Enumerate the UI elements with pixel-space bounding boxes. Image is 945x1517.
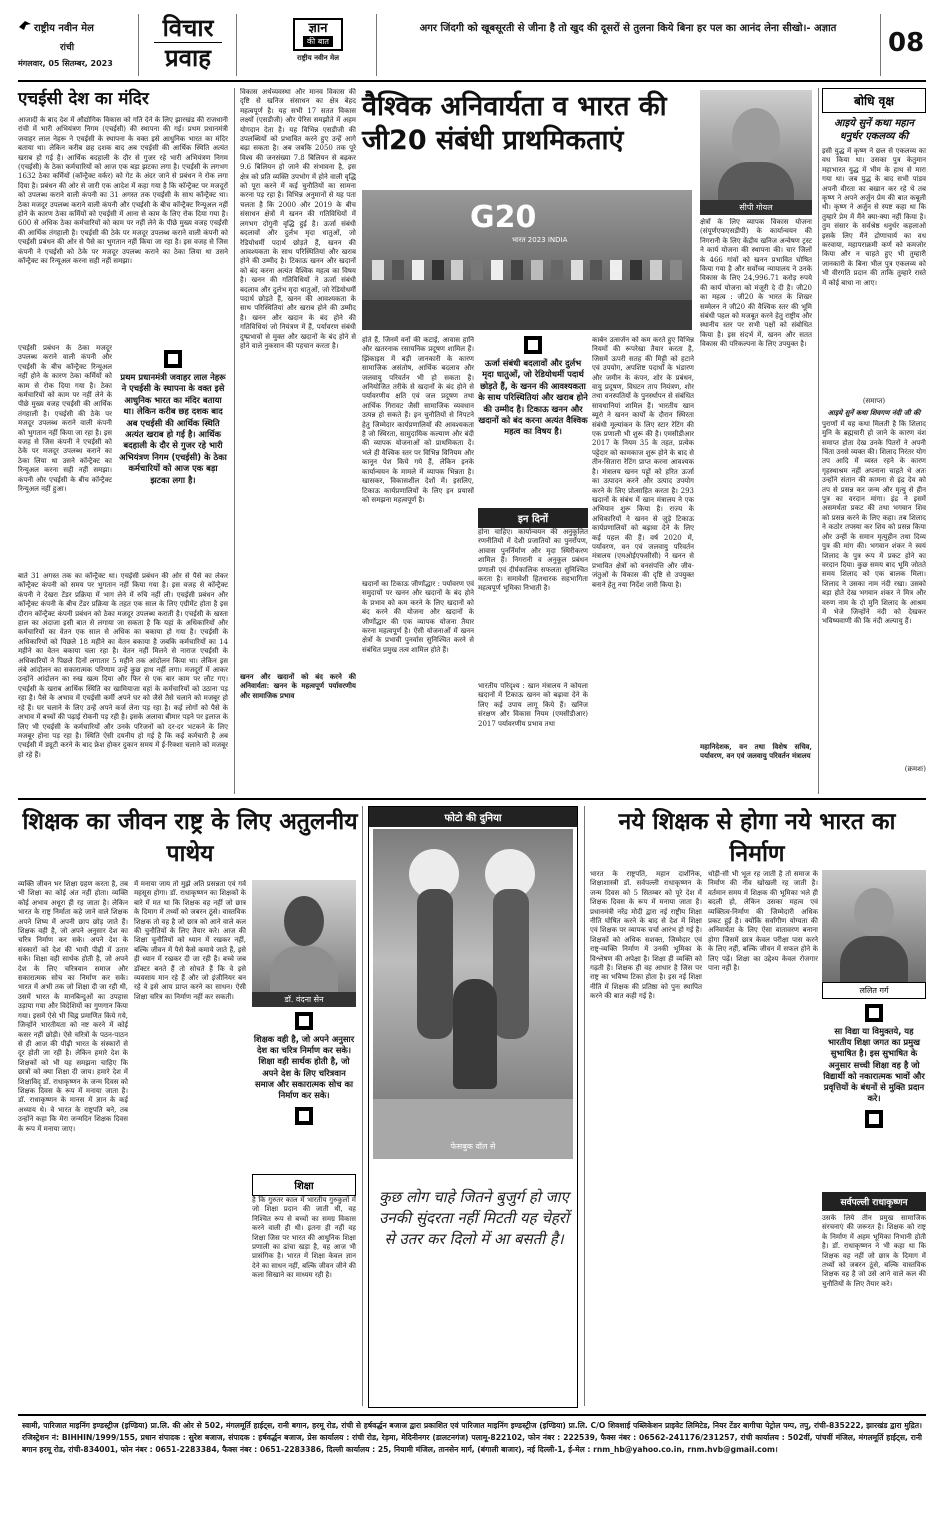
newteacher-pull-quote-text: सा विद्या या विमुक्तये, यह भारतीय शिक्षा जगत का प्रमुख सुभाषित है। इस सुभाषित के अनुसार सच्ची शिक्षा वह है जो विद्यार्थी को नकारात्मक भावों और प्रवृत्तियों के बंधनों से मुक्ति प्रदान करे।: [823, 1026, 925, 1104]
teacher-body-2: में मनाया जाय तो मुझे अति प्रसन्नता एवं गर्व महसूस होगा। डॉ. राधाकृष्णन का शिक्षकों के बारे में मत था कि शिक्षक वह नहीं जो छात्र के दिमाग में तथ्यों को जबरन ठूंसे। वास्तविक शिक्षक तो वह है जो छात्र को आने वाले कल की चुनौतियों के लिए तैयार करे। आज की शिक्षा चुनौतियों को ध्यान में रखकर नहीं, बल्कि जीवन में पैसे कैसे कमाये जाते हैं, इसे ही ध्यान में रखकर दी जा रही है। बच्चे जब डॉक्टर बनते हैं तो सोचते हैं कि वे इसे व्यवसाय मान रहे हैं और जो इंजीनियर बन रहे वे इसे आय प्राप्त करने का साधन। ऐसी शिक्षा चरित्र का निर्माण नहीं कर सकती।: [134, 880, 246, 1001]
newteacher-author-caption: ललित गर्ग: [822, 982, 926, 999]
editorial-body-2: बाते 31 अगस्त तक का कॉन्ट्रैक्ट था। एचईसी प्रबंधन की ओर से पैसे का लेकर कॉन्ट्रैक्ट कंपनी को समय पर भुगतान नहीं किया गया है। इस वजह से कॉन्ट्रैक्ट कंपनी ने देखरा टेंडर प्रक्रिया में भाग लेने में रुचि नहीं ली। एचईसी प्रबंधन और कॉन्ट्रैक्ट कंपनी के बीच टेंडर प्रक्रिया के तहत एक साल के लिए एग्रीमेंट होता है इस दौरान कॉन्ट्रैक्ट कंपनी प्रबंधन को ठेका मजदूर उपलब्ध कराती है। एचईसी के खस्ता हाल का अंदाजा इसी बात से लगाया जा सकता है कि यहां के अधिकारियों और कर्मचारियों का वेतन एक साल से अधिक का बकाया हो गया है। एचईसी के अधिकारियों को पिछले 18 महीने का वेतन बकाया है जबकि कर्मचारियों का 14 महीने का वेतन बकाया चला रहा है। वेतन नहीं मिलने से नाराज एचईसी के अधिकारियों ने पिछले दिनों लगातार 5 महीने तक आंदोलन किया था। लेकिन इस लंबे आंदोलन का सकारात्मक परिणाम उन्हें कुछ हाथ नहीं लगा। मजदूरों में आकर उन्होंने आंदोलन का रुख खत्म दिया और फिर से एक बार काम पर लौट गए। एचईसी के खराब आर्थिक स्थिति का खामियाजा वहां के कर्मचारियों को उठाना पड़ रहा है। पैसे के अभाव में एचईसी कर्मी अपने घर को जैसे तैसे चलाने को मजबूर हो रहे हैं। घर चलाने के लिए उन्हें अपने कर्ज लेना पड़ रहा है। कई लोगों को पैसे के अभाव में बच्चों की पढ़ाई रोकनी पड़ रही है। इसके अलावा बीमार पड़ने पर इलाज के लिए भी एचईसी के कर्मचारियों और उनके परिजनों को दर-दर भटकने के लिए मजबूर होना पड़ रहा है। स्थिति ऐसी दयनीय हो गई है कि कई कर्मचारी है अब एचईसी में ड्यूटी करने के बाद फ्रेश होकर दुकान समय में ई-रिक्शा चलाने को मजबूर हो रहे हैं।: [18, 572, 228, 759]
g20-author-title: महानिदेशक, वन तथा विशेष सचिव, पर्यावरण, वन एवं जलवायु परिवर्तन मंत्रालय: [700, 742, 812, 761]
gyan-ki-baat-logo: [270, 14, 366, 76]
g20-col3-sub: भारतीय परिदृश्य : खान मंत्रालय ने कोयला खदानों में टिकाऊ खनन को बढ़ावा देने के लिए कई उपाय लागू किये हैं। खनिज संरक्षण और विकास नियम (एमसीडीआर) 2017 पर्यावरणीय प्रभाव तथा: [478, 682, 588, 728]
gyan-sub: की बात: [303, 36, 333, 47]
gyan-paper: राष्ट्रीय नवीन मेल: [297, 54, 339, 62]
page-number: 08: [888, 28, 925, 58]
g20-logo-sub: भारत 2023 INDIA: [512, 236, 568, 244]
g20-author-photo: [700, 90, 812, 200]
bodh-body-1: इसी युद्ध में कृष्ण ने छल से एकलव्य का वध किया था। उसका पुत्र केतुमान महाभारत युद्ध में भीम के हाथ से मारा गया था। जब युद्ध के बाद सभी पांडव अपनी वीरता का बखान कर रहे थे तब कृष्ण ने अपने अर्जुन प्रेम की बात कबूली थी। कृष्ण ने अर्जुन से स्पष्ट कहा था कि तुम्हारे प्रेम में मैंने क्या-क्या नहीं किया है। तुम संसार के सर्वश्रेष्ठ धनुर्धर कहलाओ इसके लिए मैंने द्रोणाचार्य का वध करवाया, महापराक्रमी कर्ण को कमजोर किया और न चाहते हुए भी तुम्हारी जानकारी के बिना भील पुत्र एकलव्य को भी वीरगति प्रदान की ताकि तुम्हारे रास्ते में कोई बाधा ना आए।: [822, 147, 926, 287]
masthead: [18, 14, 926, 84]
bodh-headline: आइये सुनें कथा महान धनुर्धर एकलव्य की: [834, 118, 914, 142]
bodh-continued-2: (क्रमशः): [904, 764, 926, 773]
section-title: [148, 14, 228, 73]
photo-quote: कुछ लोग चाहे जितने बुजुर्ग हो जाए उनकी सुंदरता नहीं मिटती यह चेहरों से उतर कर दिलो में आ बसती है।: [379, 1188, 569, 1248]
masthead-logo: [18, 16, 138, 38]
teacher-body-1: व्यक्ति जीवन भर शिक्षा ग्रहण करता है, तब भी शिक्षा का कोई अंत नहीं होता। व्यक्ति कोई अभाव अधूरा ही रह जाता है। लेकिन भारत के राष्ट्र निर्माता कहे जाने वाले शिक्षक अपने शिष्य में अपनी छाप छोड़ जाते हैं। शिक्षक वही है, जो अपने अनुसार देश का चरित्र निर्माण कर सके। अपने देश के संस्कारों को देश की भावी पीढ़ी में उतार सके। शिक्षा वही सार्थक होती है, जो अपने देश के लिए चरित्रवान समाज और सकारात्मक सोच का निर्माण कर सके। भारत में अभी तक जो शिक्षा दी जा रही थी, उसमें भारत के मानबिन्दुओं का उपहास उड़ाया गया और विदेशियों का गुणगान किया गया। इसमें ऐसे भी चिह्न प्रमाणित किये गये, जिन्होंने भारतीयता को नष्ट करने में कोई कसर नहीं छोड़ी। ऐसे चरित्रों के पठन-पाठन से ही आज की पीढ़ी भारत के संस्कारों से दूर होती जा रही है। लेकिन हमारे देश के शिक्षकों को भी यह समझना चाहिए कि छात्रों को क्या शिक्षा दी जाय। हमारे देश में शिक्षाविद् डॉ. राधाकृष्णन के जन्म दिवस को शिक्षक दिवस के रूप में मनाया जाता है। डॉ. राधाकृष्णन के मानस में ज्ञान के कई अध्याय थे। वे भारत के राष्ट्रपति बने, तब उन्होंने कहा कि मेरा जन्मदिन शिक्षक दिवस के रूप में मनाया जाए।: [18, 880, 128, 1133]
g20-logo: G20: [470, 200, 537, 235]
quote-box-icon-2: [865, 1110, 883, 1128]
bodh-body-2: पुराणों में यह कथा मिलती है कि शिलाद मुनि के ब्रह्मचारी हो जाने के कारण वंश समाप्त होता देख उनके पितरों ने अपनी चिंता उनसे व्यक्त की। शिलाद निरंतर योग तप आदि में व्यस्त रहने के कारण गृहस्थाश्रम नहीं अपनाना चाहते थे अतः उन्होंने संतान की कामना से इंद्र देव को तप से प्रसन्न कर जन्म और मृत्यु से हीन पुत्र का वरदान मांगा। इंद्र ने इसमें असमर्थता प्रकट की तथा भगवान शिव को प्रसन्न करने के लिए कहा। तब शिलाद ने कठोर तपस्या कर शिव को प्रसन्न किया और उन्हीं के समान मृत्युहीन तथा दिव्य पुत्र की मांग की। भगवान शंकर ने स्वयं शिलाद के पुत्र रूप में प्रकट होने का वरदान दिया। कुछ समय बाद भूमि जोतते समय शिलाद को एक बालक मिला। शिलाद ने उसका नाम नंदी रखा। उसको बड़ा होते देख भगवान शंकर ने मित्र और वरुण नाम के दो मुनि शिलाद के आश्रम में भेजे जिन्होंने नंदी को देखकर भविष्यवाणी की कि नंदी अल्पायु हैं।: [822, 419, 926, 626]
editorial-section: [18, 88, 228, 800]
newteacher-body-3: उसके लिये तीन प्रमुख सामाजिक संरचनाएं की जरूरत है। शिक्षक को राष्ट्र के निर्माण में अहम भूमिका निभानी होती है। डॉ. राधाकृष्णन ने भी कहा था कि शिक्षक वह नहीं जो छात्र के दिमाग में तथ्यों को जबरन ठूंसे, बल्कि वास्तविक शिक्षक वह है जो उसे आने वाले कल की चुनौतियों के लिए तैयार करे।: [822, 1214, 926, 1288]
g20-banner-image: [362, 190, 692, 330]
g20-headline: वैश्विक अनिवार्यता व भारत की जी20 संबंधी प्राथमिकताएं: [362, 91, 667, 156]
newteacher-headline: नये शिक्षक से होगा नये भारत का निर्माण: [618, 809, 896, 867]
g20-col1-sub: खनन और खदानों को बंद करने की अनिवार्यता: खनन के महत्वपूर्ण पर्यावरणीय और सामाजिक प्रभाव: [240, 672, 356, 700]
quote-box-icon-2: [295, 1107, 313, 1125]
g20-pull-quote-text: ऊर्जा संबंधी बदलावों और दुर्लभ मृदा धातुओं, जो रेडियोधर्मी पदार्थ छोड़ते हैं, के खनन की आवश्यकता के साथ परिस्थितियां और खराब होने की उम्मीद है। टिकाऊ खनन और खदानों को बंद करना अत्यंत वैश्विक महत्व का विषय है।: [478, 358, 588, 437]
g20-pull-quote: [478, 336, 588, 438]
paper-name: राष्ट्रीय नवीन मेल: [34, 23, 94, 34]
photo-section: [368, 806, 578, 1408]
g20-col5: क्षेत्रों के लिए व्यापक विकास योजना (संपूर्णएफएसडीपी) के कार्यान्वयन की निगरानी के लिए केंद्रीय खनिज अन्वेषण ट्रस्ट ने कार्य योजना की स्थापना की। चार जिलों के 466 गांवों को खनन प्रभावित घोषित किया गया है और सर्वोच्च न्यायालय ने उनके विकास के लिए 24,996.71 करोड़ रुपये की कार्य योजना को मंजूरी दे दी है। जी20 का महत्व : जी20 के भारत के शिखर सम्मेलन ने जी20 की वैश्विक स्तर की भूमि संबंधी पहल को मजबूत करने हेतु राष्ट्रीय और स्थानीय स्तर पर सभी पक्षों को संबोधित किया है। इस संदर्भ में, खनन और सतत विकास की परिकल्पना के लिए उपयुक्त है।: [700, 218, 812, 349]
newteacher-body-2: थोड़ी-सी भी भूल रह जाती है तो समाज के निर्माण की नींव खोखली रह जाती है। वर्तमान समय में शिक्षक की भूमिका भले ही बदली हो, लेकिन उसका महत्व एवं व्यक्तित्व-निर्माण की जिम्मेदारी अधिक प्रकट हुई है। क्योंकि सर्वांगीण योग्यता की अनिवार्यता के लिए ऐसा वातावरण बनाना होगा जिसमें छात्र केवल परीक्षा पास करने के लिए नहीं, बल्कि जीवन में सफल होने के लिए पढ़ें। शिक्षा का उद्देश्य केवल रोजगार पाना नहीं है।: [708, 870, 818, 973]
quote-box-icon: [524, 336, 542, 354]
newteacher-body-1: भारत के राष्ट्रपति, महान दार्शनिक, शिक्षाशास्त्री डॉ. सर्वपल्ली राधाकृष्णन के जन्म दिवस को 5 सितम्बर को पूरे देश में शिक्षक दिवस के रूप में मनाया जाता है। प्रधानमंत्री नरेंद्र मोदी द्वारा नई राष्ट्रीय शिक्षा नीति घोषित करने के बाद से देश में शिक्षा एवं शिक्षक पर व्यापक चर्चा आरंभ हो गई है। शिक्षकों को अधिक सशक्त, जिम्मेदार एवं राष्ट्र-व्यक्ति निर्माण में उनकी भूमिका के विश्लेषण की अपेक्षा है। शिक्षा ही व्यक्ति को गढ़ती है। शिक्षक ही वह आधार है जिस पर राष्ट्र का भविष्य टिका होता है। इस नई शिक्षा नीति में शिक्षक की प्रतिष्ठा को पुनः स्थापित करने की बात कही गई है।: [590, 870, 702, 1001]
masthead-quote: अगर जिंदगी को खूबसूरती से जीना है तो खुद की दूसरों से तुलना किये बिना हर पल का आनंद लेना सीखो।- अज्ञात: [419, 23, 837, 34]
bird-icon: [18, 18, 32, 32]
bodh-label: बोधि वृक्ष: [822, 88, 926, 113]
newteacher-quote-label: सर्वपल्ली राधाकृष्णन: [822, 1192, 926, 1211]
g20-col3: होना चाहिए। कार्यान्वयन की अनुकूलित रणनीतियों में देशी प्रजातियों का पुनर्रोपण, आवास पुनर्निर्माण और मृदा स्थिरीकरण शामिल हैं। निगरानी व अनुकूल प्रबंधन प्रणाली एवं दीर्घकालिक सफलता सुनिश्चित करता है। समावेशी हितधारक सहभागिता महत्वपूर्ण भूमिका निभाती है।: [478, 528, 588, 593]
bodh-section: [822, 88, 926, 794]
g20-col4: कार्बन उत्सर्जन को कम करते हुए विभिन्न नियमों की रूपरेखा तैयार करता है, जिसमें ऊपरी सतह की मिट्टी को हटाने एवं उपयोग, अपशिष्ट पदार्थों के भंडारण और जमीन के कंपन, शोर के प्रबंधन, वायु प्रदूषण, विघटन ताप नियंत्रण, शोर तथा वनस्पतियों के पुनर्स्थापन से संबंधित सावधानियां शामिल हैं। भारतीय खान ब्यूरो ने खनन कार्यों के दौरान स्थिरता संबंधी मूल्यांकन के लिए स्टार रेटिंग की एक प्रणाली भी शुरू की है। एमसीडीआर 2017 के नियम 35 के तहत, प्रत्येक पट्टेदार को कामकाज शुरू होने के बाद से तीन-सितारा रेटिंग प्राप्त करना आवश्यक है। मंत्रालय खनन पट्टों को हरित ऊर्जा का उत्पादन करने और उत्पाद उपयोग करने के लिए प्रोत्साहित करता है। 293 खदानों के संबंध में खान मंत्रालय ने एक अभियान शुरू किया है। राज्य के अधिकारियों ने खनन से जुड़े टिकाऊ कार्यप्रणालियों को बढ़ावा देने के लिए कई पहल की हैं। वर्ष 2020 में, पर्यावरण, वन एवं जलवायु परिवर्तन मंत्रालय (एमओईएफसीसी) ने खनन से प्रभावित क्षेत्रों को वनसंपत्ति और जीव-जंतुओं के विकास की दृष्टि से उपयुक्त बनाने हेतु नया निर्देश जारी किया है।: [592, 336, 694, 589]
photo-credit: फेसबुक वॉल से: [450, 1142, 496, 1151]
in-dino-label: इन दिनों: [478, 508, 588, 528]
teacher-author-caption: डॉ. वंदना सेन: [252, 992, 356, 1007]
teacher-body-3: है कि गुरुतर काल में भारतीय गुरुकुलों में जो शिक्षा प्रदान की जाती थी, वह निश्चित रूप से बच्चों का समग्र विकास करने वाली ही थी। इतना ही नहीं वह शिक्षा जिस पर भारत की आधुनिक शिक्षा प्रणाली का ढांचा खड़ा है, वह आज भी प्रासंगिक है। भारत में शिक्षा केवल ज्ञान देने का साधन नहीं, बल्कि जीवन जीने की कला सिखाने का माध्यम रही है।: [252, 1196, 356, 1280]
editorial-body-1: आजादी के बाद देश में औद्योगिक विकास को गति देने के लिए झारखंड की राजधानी रांची में भारी अभियंत्रण निगम (एचईसी) की स्थापना की गई। प्रथम प्रधानमंत्री जवाहर लाल नेहरू ने एचईसी के स्थापना के वक्त इसे आधुनिक भारत का मंदिर बताया था। लेकिन करीब छह दशक बाद अब एचईसी की आर्थिक स्थिति अत्यंत खराब हो गई है। आर्थिक बदहाली के दौर से गुजर रहे भारी अभियंत्रण निगम (एचईसी) के ठेका कर्मचारियों को आज एक बड़ा झटका लगा है। एचईसी के लगभग 1632 ठेका कर्मियों (कॉन्ट्रैक्ट वर्कर) को गेट के अंदर जाने से प्रबंधन ने रोक लगा दिया है। प्रबंधन की ओर से जारी एक आदेश में कहा गया है कि कॉन्ट्रैक्ट पर मजदूरों को उपलब्ध कराने वाली कंपनी का 31 अगस्त तक एचईसी के साथ कॉन्ट्रैक्ट था। ठेका मजदूर उपलब्ध कराने वाली कंपनी और एचईसी के बीच कॉन्ट्रैक्ट रिन्यूअल नहीं होने के कारण ठेका कर्मियों को एचईसी में आना से काम के लिए रोक दिया गया है। 600 से अधिक ठेका कर्मचारियों को काम पर नहीं लेने के पीछे मुख्य वजह एचईसी की आर्थिक तंगहाली है। एचईसी की ठेके पर मजदूर उपलब्ध कराने वाली कंपनी को एचईसी प्रबंधन की ओर से पैसे का भुगतान नहीं किया जा रहा है। इस वजह से जिस कंपनी ने एचईसी को ठेके पर मजदूर उपलब्ध कराने का ठेका लिया था उसने कॉन्ट्रैक्ट का रिन्यूअल करना सही नहीं समझा।: [18, 116, 228, 266]
teacher-author-photo: [252, 880, 356, 992]
section-title-1: विचार: [162, 14, 214, 42]
editorial-headline: एचईसी देश का मंदिर: [18, 89, 149, 109]
g20-col2: होते हैं, जिनमें वनों की कटाई, आवास हानि और खतरनाक रसायनिक प्रदूषण शामिल हैं। झिंकाइस में बड़ी जानकारी के कारण सामाजिक असंतोष, आर्थिक बदलाव और जलवायु परिवर्तन भी हो सकता है। अनियोजित तरीके से खदानों के बंद होने से पर्यावरणीय क्षति एवं जल प्रदूषण तथा आर्थिक गिरावट जैसी सामाजिक व्यवधान उत्पन्न हो सकते हैं। इन चुनौतियों से निपटने हेतु जिम्मेदार कार्यप्रणालियों की आवश्यकता है जो स्थिरता, सामुदायिक कल्याण और बंदी की व्यापक योजनाओं को प्राथमिकता दें। भले ही वैश्विक स्तर पर विभिन्न विनियम और कानून पेश किये गये हैं, लेकिन इनके कार्यान्वयन के मामले में व्यापक भिन्नता है। खासकर, विकासशील देशों में। इसलिए, टिकाऊ कार्यप्रणालियों के लिए इन प्रयासों को समझना महत्वपूर्ण है।: [362, 336, 474, 504]
teacher-headline: शिक्षक का जीवन राष्ट्र के लिए अतुलनीय पाथेय: [22, 809, 358, 867]
teacher-pull-quote: [252, 1012, 356, 1129]
masthead-date: मंगलवार, 05 सितम्बर, 2023: [18, 59, 113, 68]
g20-author-caption: सीपी गोयल: [700, 200, 812, 215]
editorial-pull-quote: [118, 350, 228, 486]
quote-box-icon: [295, 1012, 313, 1030]
editorial-pull-quote-text: प्रथम प्रधानमंत्री जवाहर लाल नेहरू ने एचईसी के स्थापना के वक्त इसे आधुनिक भारत का मंदिर बताया था। लेकिन करीब छह दशक बाद अब एचईसी की आर्थिक स्थिति अत्यंत खराब हो गई है। आर्थिक बदहाली के दौर से गुजर रहे भारी अभियंत्रण निगम (एचईसी) के ठेका कर्मचारियों को आज एक बड़ा झटका लगा है।: [119, 372, 227, 485]
photo-label: फोटो की दुनिया: [369, 807, 577, 827]
teacher-pull-quote-text: शिक्षक वही है, जो अपने अनुसार देश का चरित्र निर्माण कर सके। शिक्षा वही सार्थक होती है, जो अपने देश के लिए चरित्रवान समाज और सकारात्मक सोच का निर्माण कर सके।: [253, 1034, 355, 1101]
newteacher-author-photo: [822, 870, 926, 982]
section-title-2: प्रवाह: [165, 44, 211, 72]
quote-box-icon: [865, 1004, 883, 1022]
devotional-photo: [373, 829, 573, 1159]
g20-col2-sub: खदानों का टिकाऊ जीर्णोद्धार : पर्यावरण एवं समुदायों पर खनन और खदानों के बंद होने के प्रभाव को कम करने के लिए खदानों को बंद करने की योजना और खदानों के जीर्णोद्धार की एक व्यापक योजना तैयार करना महत्वपूर्ण है। ऐसी योजनाओं में खनन क्षेत्रों के प्रभावी पुनर्वास सुनिश्चित करने से संबंधित प्रमुख तत्व शामिल होते हैं।: [362, 580, 474, 654]
newteacher-pull-quote: [822, 1004, 926, 1132]
bodh-sub-headline: आइये सुनें कथा शिवगण नंदी जी की: [827, 408, 921, 418]
imprint-footer: स्वामी, पारिजात माइनिंग इण्डस्ट्रीज (इण्डिया) प्रा.लि. की ओर से 502, मंगलमूर्ति हाईट्स, रानी बगान, हरमू रोड, रांची से हर्षवर्द्धन बजाज द्वारा प्रकाशित एवं पारिजात माइनिंग इण्डस्ट्रीज (इण्डिया) प्रा.लि. C/O शिवशाई पब्लिकेशन प्राइवेट लिमिटेड, नियर टेंडर बागीचा पेट्रोल पम्प, तपु, रांची-835222, झारखंड द्वारा मुद्रित। रजिस्ट्रेशन नं: BIHHIN/1999/155, प्रधान संपादक : सुरेश बजाज, संपादक : हर्षवर्द्धन बजाज, प्रेस कार्यालय : रांची रोड, रेड़मा, मेदिनीनगर (डालटनगंज) पलामू-822102, फोन नंबर : 222539, फैक्स नंबर : 06562-241176/231257, रांची कार्यालय : 502वीं, पांचवीं मंजिल, मंगलमूर्ति हाईट्स, रानी बगान हरमू रोड, रांची-834001, फोन नंबर : 0651-2283384, फैक्स नंबर : 0651-2283386, दिल्ली कार्यालय : 25, नियामी मंजिल, तानसेन मार्ग, (बंगाली बाजार), नई दिल्ली-1, ई-मेल : rnm_hb@yahoo.co.in, rnm.hvb@gmail.com।: [22, 1421, 922, 1454]
g20-col1: विकास अर्थव्यवस्था और मानव विकास की दृष्टि से खनिज संसाधन का क्षेत्र बेहद महत्वपूर्ण है। यह सभी 17 सतत विकास लक्ष्यों (एसडीजी) और पेरिस समझौते में अहम योगदान देता है। यह विभिन्न एसडीजी की उपलब्धियों को प्रभावित करने हुए उन्हें आगे बढ़ा सकता है। अब जबकि 2050 तक पूरे विश्व की जनसंख्या 7.8 बिलियन से बढ़कर 9.6 बिलियन हो जाने की संभावना है, इस क्षेत्र को प्रति व्यक्ति उपभोग में होने वाली वृद्धि को पूरा करने में कई चुनौतियों का सामना करना पड़ रहा है। विभिन्न अनुमानों से यह पता चलता है कि 2000 और 2019 के बीच संसाधन क्षेत्रों में खनन की गतिविधियों में लगभग दोगुनी वृद्धि हुई है। ऊर्जा संबंधी बदलावों और दुर्लभ मृदा धातुओं, जो रेडियोधर्मी पदार्थ छोड़ते हैं, खनन की आवश्यकता के साथ परिस्थितियां और खराब होने की उम्मीद है। टिकाऊ खनन और खदानों को बंद करना अत्यंत वैश्विक महत्व का विषय है। खनन की गतिविधियों ने ऊर्जा संबंधी बदलाव और दुर्लभ मृदा धातुओं, जो रेडियोधर्मी पदार्थ छोड़ते हैं, खनन की आवश्यकता के साथ परिस्थितियां और खराब होने की उम्मीद है। खनन और खदान के बंद होने की गतिविधियां जो नियंत्रण में हैं, पर्यावरण संबंधी दुष्प्रभावों से मुक्त और खदानों के बंद होने से होने वाले नुकसान की पहचान करता है।: [240, 88, 356, 350]
gyan-top: ज्ञान: [308, 21, 328, 36]
shiksha-label: शिक्षा: [252, 1174, 356, 1196]
editorial-body-1b: एचईसी प्रबंधन के ठेका मजदूर उपलब्ध कराने वाली कंपनी और एचईसी के बीच कॉन्ट्रैक्ट रिन्यूअल नहीं होने के कारण ठेका कर्मियों को काम से रोक दिया गया है। ठेका कर्मचारियों को काम पर नहीं लेने के पीछे मुख्य वजह एचईसी की आर्थिक तंगहाली है। एचईसी की ठेके पर मजदूर उपलब्ध कराने वाली कंपनी को भुगतान नहीं किया जा रहा है। इस वजह से जिस कंपनी ने एचईसी को ठेके पर मजदूर उपलब्ध कराने का ठेका लिया था उसने कॉन्ट्रैक्ट का रिन्यूअल करना सही नहीं समझा। कंपनी और एचईसी के बीच कॉन्ट्रैक्ट रिन्यूअल नहीं हुआ।: [18, 344, 112, 494]
bodh-continued-1: (समाप्त): [862, 397, 886, 405]
masthead-city: रांची: [60, 43, 75, 53]
quote-box-icon: [164, 350, 182, 368]
